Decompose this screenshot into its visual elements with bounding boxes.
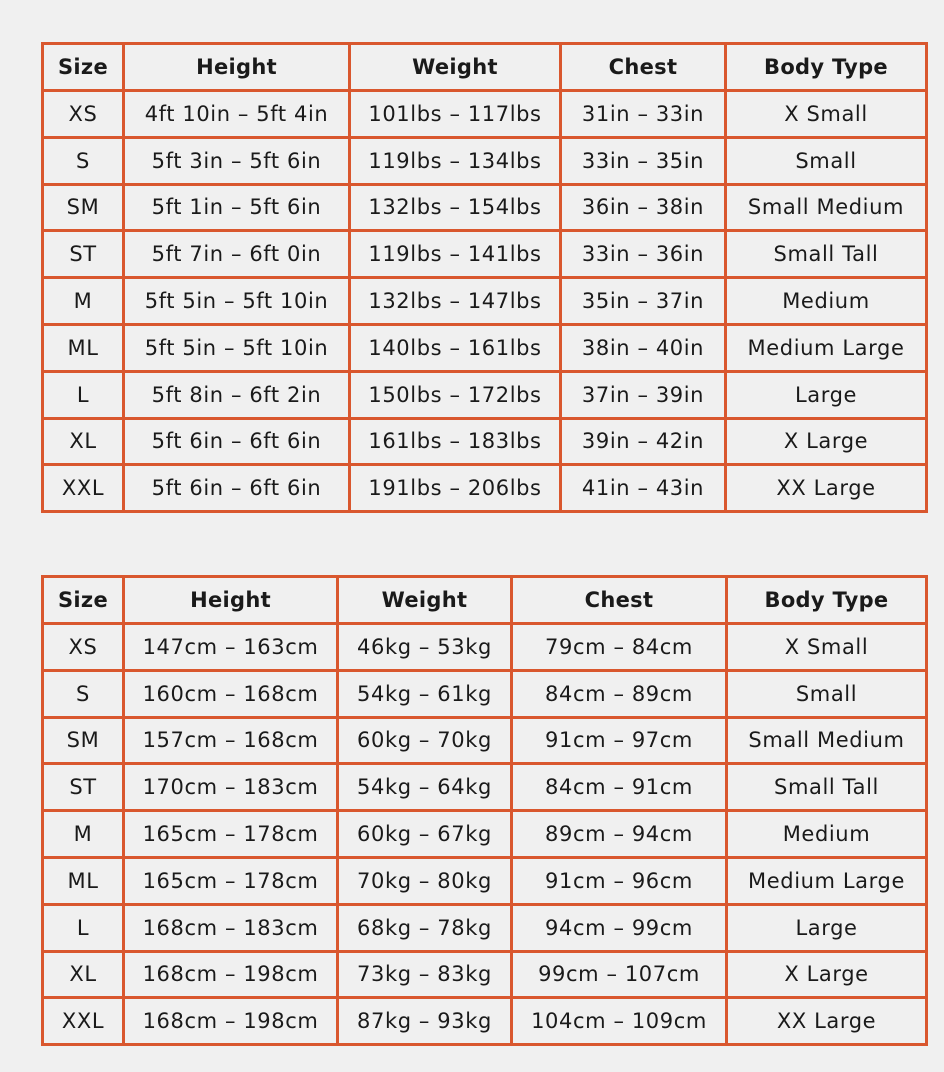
cell-weight: 70kg – 80kg [338,857,512,904]
header-height: Height [124,44,350,91]
cell-chest: 41in – 43in [561,465,726,512]
cell-chest: 84cm – 91cm [512,764,727,811]
cell-body-type: Small Medium [727,717,927,764]
cell-size: XXL [43,998,124,1045]
cell-height: 5ft 3in – 5ft 6in [124,137,350,184]
cell-body-type: Medium [727,811,927,858]
cell-body-type: Small [726,137,927,184]
cell-weight: 87kg – 93kg [338,998,512,1045]
cell-chest: 99cm – 107cm [512,951,727,998]
table-row [43,857,927,904]
cell-body-type: Medium Large [726,324,927,371]
cell-height: 5ft 5in – 5ft 10in [124,324,350,371]
cell-chest: 91cm – 96cm [512,857,727,904]
cell-height: 160cm – 168cm [124,670,338,717]
cell-body-type: Large [726,371,927,418]
table-row [43,137,927,184]
cell-chest: 91cm – 97cm [512,717,727,764]
cell-height: 157cm – 168cm [124,717,338,764]
cell-weight: 161lbs – 183lbs [350,418,561,465]
cell-body-type: XX Large [726,465,927,512]
table-row [43,670,927,717]
cell-weight: 54kg – 64kg [338,764,512,811]
cell-size: ML [43,324,124,371]
cell-weight: 73kg – 83kg [338,951,512,998]
table-header-row [43,44,927,91]
cell-size: XS [43,91,124,138]
imperial-table-body [43,91,927,512]
cell-weight: 119lbs – 141lbs [350,231,561,278]
cell-chest: 33in – 35in [561,137,726,184]
table-row [43,624,927,671]
table-header-row [43,577,927,624]
cell-height: 168cm – 183cm [124,904,338,951]
cell-height: 168cm – 198cm [124,951,338,998]
header-body-type: Body Type [727,577,927,624]
table-row [43,184,927,231]
header-size: Size [43,577,124,624]
cell-chest: 89cm – 94cm [512,811,727,858]
cell-body-type: Small Tall [727,764,927,811]
cell-size: SM [43,717,124,764]
table-row [43,811,927,858]
cell-chest: 94cm – 99cm [512,904,727,951]
table-row [43,465,927,512]
cell-height: 5ft 6in – 6ft 6in [124,465,350,512]
cell-size: L [43,904,124,951]
cell-chest: 35in – 37in [561,278,726,325]
cell-height: 5ft 6in – 6ft 6in [124,418,350,465]
cell-height: 5ft 5in – 5ft 10in [124,278,350,325]
cell-chest: 84cm – 89cm [512,670,727,717]
header-chest: Chest [512,577,727,624]
cell-weight: 101lbs – 117lbs [350,91,561,138]
cell-body-type: XX Large [727,998,927,1045]
cell-height: 170cm – 183cm [124,764,338,811]
table-row [43,998,927,1045]
cell-weight: 46kg – 53kg [338,624,512,671]
table-row [43,231,927,278]
cell-body-type: Small Tall [726,231,927,278]
table-row [43,371,927,418]
cell-weight: 150lbs – 172lbs [350,371,561,418]
cell-chest: 104cm – 109cm [512,998,727,1045]
table-row [43,278,927,325]
cell-chest: 79cm – 84cm [512,624,727,671]
cell-height: 165cm – 178cm [124,811,338,858]
table-row [43,91,927,138]
header-chest: Chest [561,44,726,91]
cell-height: 5ft 8in – 6ft 2in [124,371,350,418]
cell-body-type: Small [727,670,927,717]
cell-body-type: X Large [727,951,927,998]
cell-chest: 33in – 36in [561,231,726,278]
table-row [43,418,927,465]
table-row [43,951,927,998]
cell-weight: 60kg – 70kg [338,717,512,764]
cell-body-type: Medium Large [727,857,927,904]
cell-body-type: X Small [726,91,927,138]
table-row [43,904,927,951]
cell-height: 147cm – 163cm [124,624,338,671]
cell-body-type: Medium [726,278,927,325]
imperial-size-table [41,42,928,513]
cell-size: M [43,278,124,325]
cell-chest: 39in – 42in [561,418,726,465]
cell-body-type: X Large [726,418,927,465]
cell-chest: 31in – 33in [561,91,726,138]
cell-size: S [43,137,124,184]
cell-chest: 37in – 39in [561,371,726,418]
cell-height: 165cm – 178cm [124,857,338,904]
header-body-type: Body Type [726,44,927,91]
cell-weight: 68kg – 78kg [338,904,512,951]
cell-chest: 36in – 38in [561,184,726,231]
cell-weight: 191lbs – 206lbs [350,465,561,512]
cell-size: M [43,811,124,858]
header-height: Height [124,577,338,624]
cell-size: S [43,670,124,717]
cell-height: 168cm – 198cm [124,998,338,1045]
cell-weight: 132lbs – 147lbs [350,278,561,325]
cell-size: XS [43,624,124,671]
cell-size: L [43,371,124,418]
cell-body-type: Small Medium [726,184,927,231]
cell-height: 4ft 10in – 5ft 4in [124,91,350,138]
cell-weight: 54kg – 61kg [338,670,512,717]
header-weight: Weight [350,44,561,91]
cell-weight: 132lbs – 154lbs [350,184,561,231]
cell-size: ML [43,857,124,904]
table-row [43,717,927,764]
table-row [43,764,927,811]
cell-size: XL [43,418,124,465]
header-weight: Weight [338,577,512,624]
cell-weight: 140lbs – 161lbs [350,324,561,371]
metric-table-body [43,624,927,1045]
cell-height: 5ft 7in – 6ft 0in [124,231,350,278]
cell-size: SM [43,184,124,231]
cell-size: ST [43,764,124,811]
cell-size: XL [43,951,124,998]
cell-size: XXL [43,465,124,512]
table-row [43,324,927,371]
cell-body-type: X Small [727,624,927,671]
cell-body-type: Large [727,904,927,951]
cell-chest: 38in – 40in [561,324,726,371]
header-size: Size [43,44,124,91]
cell-height: 5ft 1in – 5ft 6in [124,184,350,231]
cell-weight: 119lbs – 134lbs [350,137,561,184]
cell-size: ST [43,231,124,278]
metric-size-table [41,575,928,1046]
cell-weight: 60kg – 67kg [338,811,512,858]
